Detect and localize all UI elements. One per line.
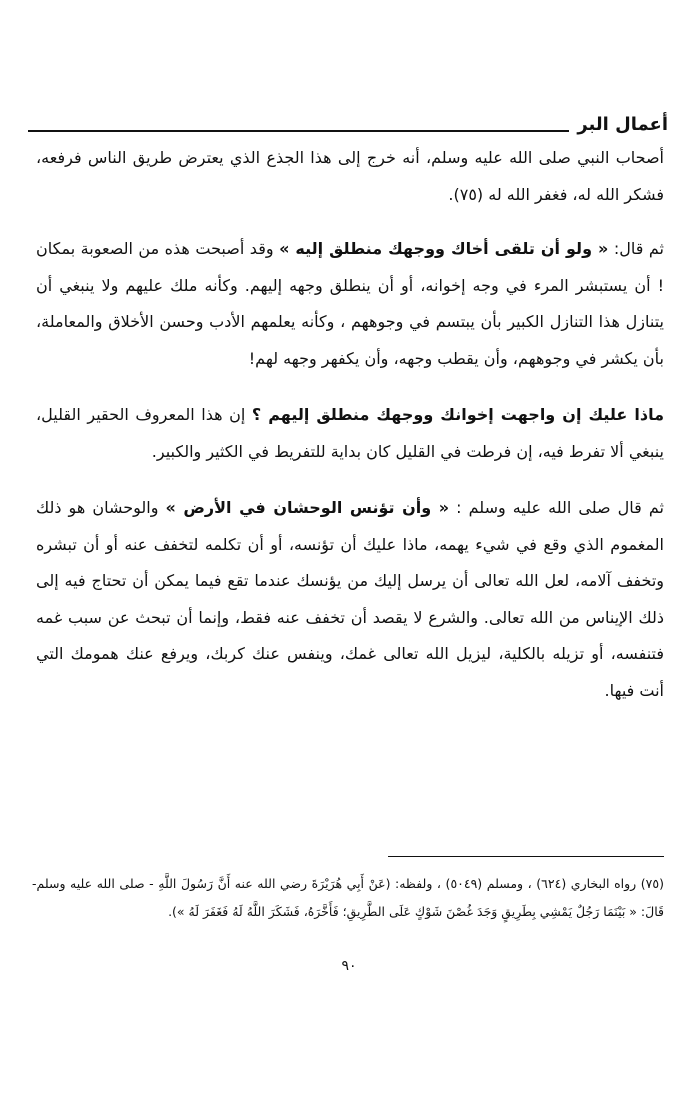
footnote-75: (٧٥) رواه البخاري (٦٢٤) ، ومسلم (٥٠٤٩) ، ولفظه: (عَنْ أَبِي هُرَيْرَةَ رضي الله عنه أَنَّ رَسُولَ اللَّهِ - صلى الله عليه وسلم- قَالَ: « بَيْنَمَا رَجُلٌ يَمْشِي بِطَرِيقٍ وَجَدَ غُصْنَ شَوْكٍ عَلَى الطَّرِيقِ؛ فَأَخَّرَهُ، فَشَكَرَ اللَّهُ لَهُ فَغَفَرَ لَهُ »). — [32, 876, 664, 919]
paragraph-2 — [36, 231, 664, 377]
header-rule — [28, 130, 569, 132]
body-text — [36, 140, 664, 729]
footnotes — [32, 870, 664, 926]
running-header — [28, 106, 668, 136]
paragraph-4-lead: ثم قال صلى الله عليه وسلم : — [449, 498, 665, 517]
paragraph-1-text: أصحاب النبي صلى الله عليه وسلم، أنه خرج إلى هذا الجذع الذي يعترض طريق الناس فرفعه، فشكر الله له، فغفر الله له (٧٥). — [36, 148, 664, 204]
paragraph-4 — [36, 490, 664, 709]
header-title: أعمال البر — [577, 114, 668, 135]
hadith-quote-comfort: « وأن تؤنس الوحشان في الأرض » — [165, 498, 450, 517]
hadith-quote-smile: « ولو أن تلقى أخاك ووجهك منطلق إليه » — [279, 239, 609, 258]
page-number: ٩٠ — [341, 958, 357, 974]
rhetorical-question: ماذا عليك إن واجهت إخوانك ووجهك منطلق إليهم ؟ — [251, 405, 664, 424]
paragraph-2-lead: ثم قال: — [608, 239, 665, 258]
paragraph-4-rest: والوحشان هو ذلك المغموم الذي وقع في شيء يهمه، ماذا عليك أن تؤنسه، أو أن تكلمه لتخفف عنه أو أن تبشره وتخفف آلامه، لعل الله تعالى أن يرسل إليك من يؤنسك عندما تقع فيما يمكن أن تحتاج فيه إلى ذلك الإيناس من الله تعالى. والشرع لا يقصد أن تخفف عنه فقط، وإنما أن تبحث عن سبب غمه فتنفسه، أو تزيله بالكلية، ليزيل الله تعالى غمك، وينفس عنك كربك، ويرفع عنك همومك التي أنت فيها. — [36, 498, 664, 700]
paragraph-3 — [36, 397, 664, 470]
footnote-separator — [388, 856, 664, 857]
paragraph-1 — [36, 140, 664, 213]
paragraph-2-rest: وقد أصبحت هذه من الصعوبة بمكان ! أن يستبشر المرء في وجه إخوانه، أو أن ينطلق وجهه إليهم. وكأنه ملك عليهم ولا ينبغي أن يتنازل هذا التنازل الكبير بأن يبتسم في وجوههم ، وكأنه يعلمهم الأدب وحسن الأخلاق والمعاملة، بأن يكشر في وجوههم، وأن يقطب وجهه، وأن يكفهر وجهه لهم! — [36, 239, 664, 368]
paragraph-3-rest: إن هذا المعروف الحقير القليل، ينبغي ألا تفرط فيه، إن فرطت في القليل كان بداية للتفريط في الكثير والكبير. — [36, 405, 664, 461]
